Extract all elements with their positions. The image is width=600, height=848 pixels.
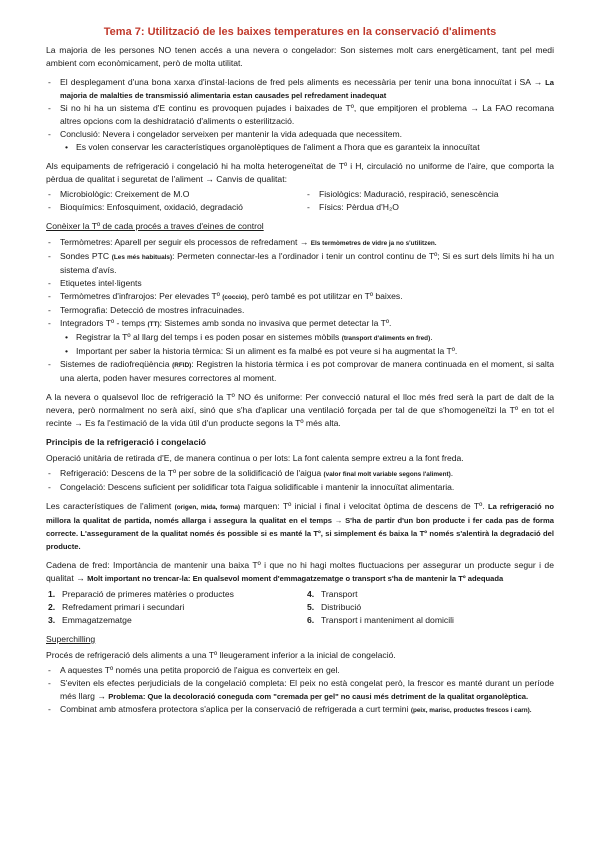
quality-change-item: - Físics: Pèrdua d'H₂O [305,201,554,214]
list-item: - Integradors Tº - temps (TT): Sistemes amb sonda no invasiva que permet detectar la Tº. • Registrar la Tº al llarg del temps i es poden posar en sistemes mòbils (transport d'aliments en fred). • Important per saber la historia tèrmica: Si un aliment es fa malbé es pot veure si ha augmentat la Tº. [60,317,554,358]
intro-paragraph: La majoria de les persones NO tenen accés a una nevera o congelador: Son sistemes molt cars energèticament, tant pel medi ambient com econòmicament, però de molta utilitat. [46,45,554,68]
bullet-item: • Important per saber la historia tèrmica: Si un aliment es fa malbé es pot veure si ha augmentat la Tº. [76,345,554,358]
list-item: - Termòmetres: Aparell per seguir els processos de refredament → Els termòmetres de vidre ja no s'utilitzen. [60,236,554,250]
list-item: - S'eviten els efectes perjudicials de la congelació completa: El peix no està congelat però, la frescor es manté durant un període més llarg → Problema: Que la decoloració coneguda com "cremada per gel" no causi més detriment de la qualitat organolèptica. [60,677,554,703]
chain-step: 1. Preparació de primeres matèries o productes [48,589,234,599]
chain-step: 6. Transport i manteniment al domicili [307,615,454,625]
chain-step: 2. Refredament primari i secundari [48,602,185,612]
chain-step: 4. Transport [307,589,358,599]
cold-chain-steps [46,588,554,627]
quality-change-item: - Fisiològics: Maduració, respiració, senescència [305,188,554,201]
list-item: - Termòmetres d'infrarojos: Per elevades Tº (cocció), però també es pot utilitzar en Tº baixes. [60,290,554,304]
page-title: Tema 7: Utilització de les baixes temperatures en la conservació d'aliments [103,26,497,38]
bullet-item: • Registrar la Tº al llarg del temps i es poden posar en sistemes mòbils (transport d'aliments en fred). [76,331,554,345]
bullet-item: • Es volen conservar les característiques organolèptiques de l'aliment a l'hora que es garanteix la innocuïtat [76,141,554,154]
quality-changes-grid [46,188,554,214]
list-item: - Congelació: Descens suficient per solidificar tota l'aigua solidificable i mantenir la innocuïtat alimentaria. [60,481,554,494]
sub-bullet-list [60,331,554,358]
list-item: - Combinat amb atmosfera protectora s'aplica per la conservació de refrigerada a curt termini (peix, marisc, productes frescos i carn). [60,703,554,717]
characteristics-paragraph: Les característiques de l'aliment (origen, mida, forma) marquen: Tº inicial i final i velocitat òptima de descens de Tº. La refrigeració no millora la qualitat de partida, només allarga i assegura la qualitat en el temps → S'ha de partir d'un bon producte i fer cada pas de forma correcte. L'assegurament de la qualitat només és possible si es manté la Tº, si simplement és baixa la Tº només s'alentirà la degradació del producte. [46,501,554,551]
section-heading-superchilling: Superchilling [46,634,96,644]
intro-list [46,76,554,154]
principles-list [46,467,554,494]
quality-change-item: - Bioquímics: Enfosquiment, oxidació, degradació [46,201,295,214]
quality-change-item: - Microbiològic: Creixement de M.O [46,188,295,201]
section-heading-principles: Principis de la refrigeració i congelació [46,437,206,447]
principles-paragraph: Operació unitària de retirada d'E, de manera continua o per lots: La font calenta sempre extreu a la font freda. [46,453,464,463]
section-heading-tools: Conèixer la Tº de cada procés a traves d'eines de control [46,221,264,231]
sub-bullet-list [60,141,554,154]
cold-chain-paragraph: Cadena de fred: Importància de mantenir una baixa Tº i que no hi hagi moltes fluctuacions per assegurar un producte segur i de qualitat → Molt important no trencar-la: En qualsevol moment d'emmagatzematge o transport s'ha de mantenir la Tº adequada [46,560,554,583]
list-item: - Refrigeració: Descens de la Tº per sobre de la solidificació de l'aigua (valor final molt variable segons l'aliment). [60,467,554,481]
tools-list [46,236,554,385]
list-item: - Sistemes de radiofreqüència (RFID): Registren la historia tèrmica i es pot comprovar de manera continuada en el moment, si salta una alerta, poden haver mesures correctores al moment. [60,358,554,385]
chain-step: 5. Distribució [307,602,362,612]
equipment-paragraph: Als equipaments de refrigeració i congelació hi ha molta heterogeneïtat de Tº i H, circulació no uniforme de l'aire, que comporta la pèrdua de qualitat i seguretat de l'aliment → Canvis de qualitat: [46,161,554,184]
list-item: - El desplegament d'una bona xarxa d'instal·lacions de fred pels aliments es necessària per tenir una bona innocuïtat i SA → La majoria de malalties de transmissió alimentaria estan causades pel refredament inadequat [60,76,554,102]
list-item: - Si no hi ha un sistema d'E continu es provoquen pujades i baixades de Tº, que empitjoren el problema → La FAO recomana altres opcions com la deshidratació d'aliments o esterilització. [60,102,554,128]
list-item: - A aquestes Tº només una petita proporció de l'aigua es converteix en gel. [60,664,554,677]
list-item: - Termografia: Detecció de mostres infracuinades. [60,304,554,317]
list-item: - Conclusió: Nevera i congelador serveixen per mantenir la vida adequada que necessitem. • Es volen conservar les característiques organolèptiques de l'aliment a l'hora que es garanteix la innocuïtat [60,128,554,154]
list-item: - Etiquetes intel·ligents [60,277,554,290]
superchilling-paragraph: Procés de refrigeració dels aliments a una Tº lleugerament inferior a la inicial de congelació. [46,650,396,660]
chain-step: 3. Emmagatzematge [48,615,132,625]
fridge-paragraph: A la nevera o qualsevol lloc de refrigeració la Tº NO és uniforme: Per convecció natural el lloc més fred serà la part de dalt de la nevera, però normalment no serà així, sinó que s'ha d'aplicar una ventilació forçada per tal de que s'homogeneïtzi la Tº en tot el recinte → Es fa l'estimació de la vida útil d'un producte segons la Tº més alta. [46,392,554,428]
list-item: - Sondes PTC (Les més habituals): Permeten connectar-les a l'ordinador i tenir un control continu de Tº; Si es surt dels límits hi ha un sistema d'avís. [60,250,554,277]
superchilling-list [46,664,554,717]
